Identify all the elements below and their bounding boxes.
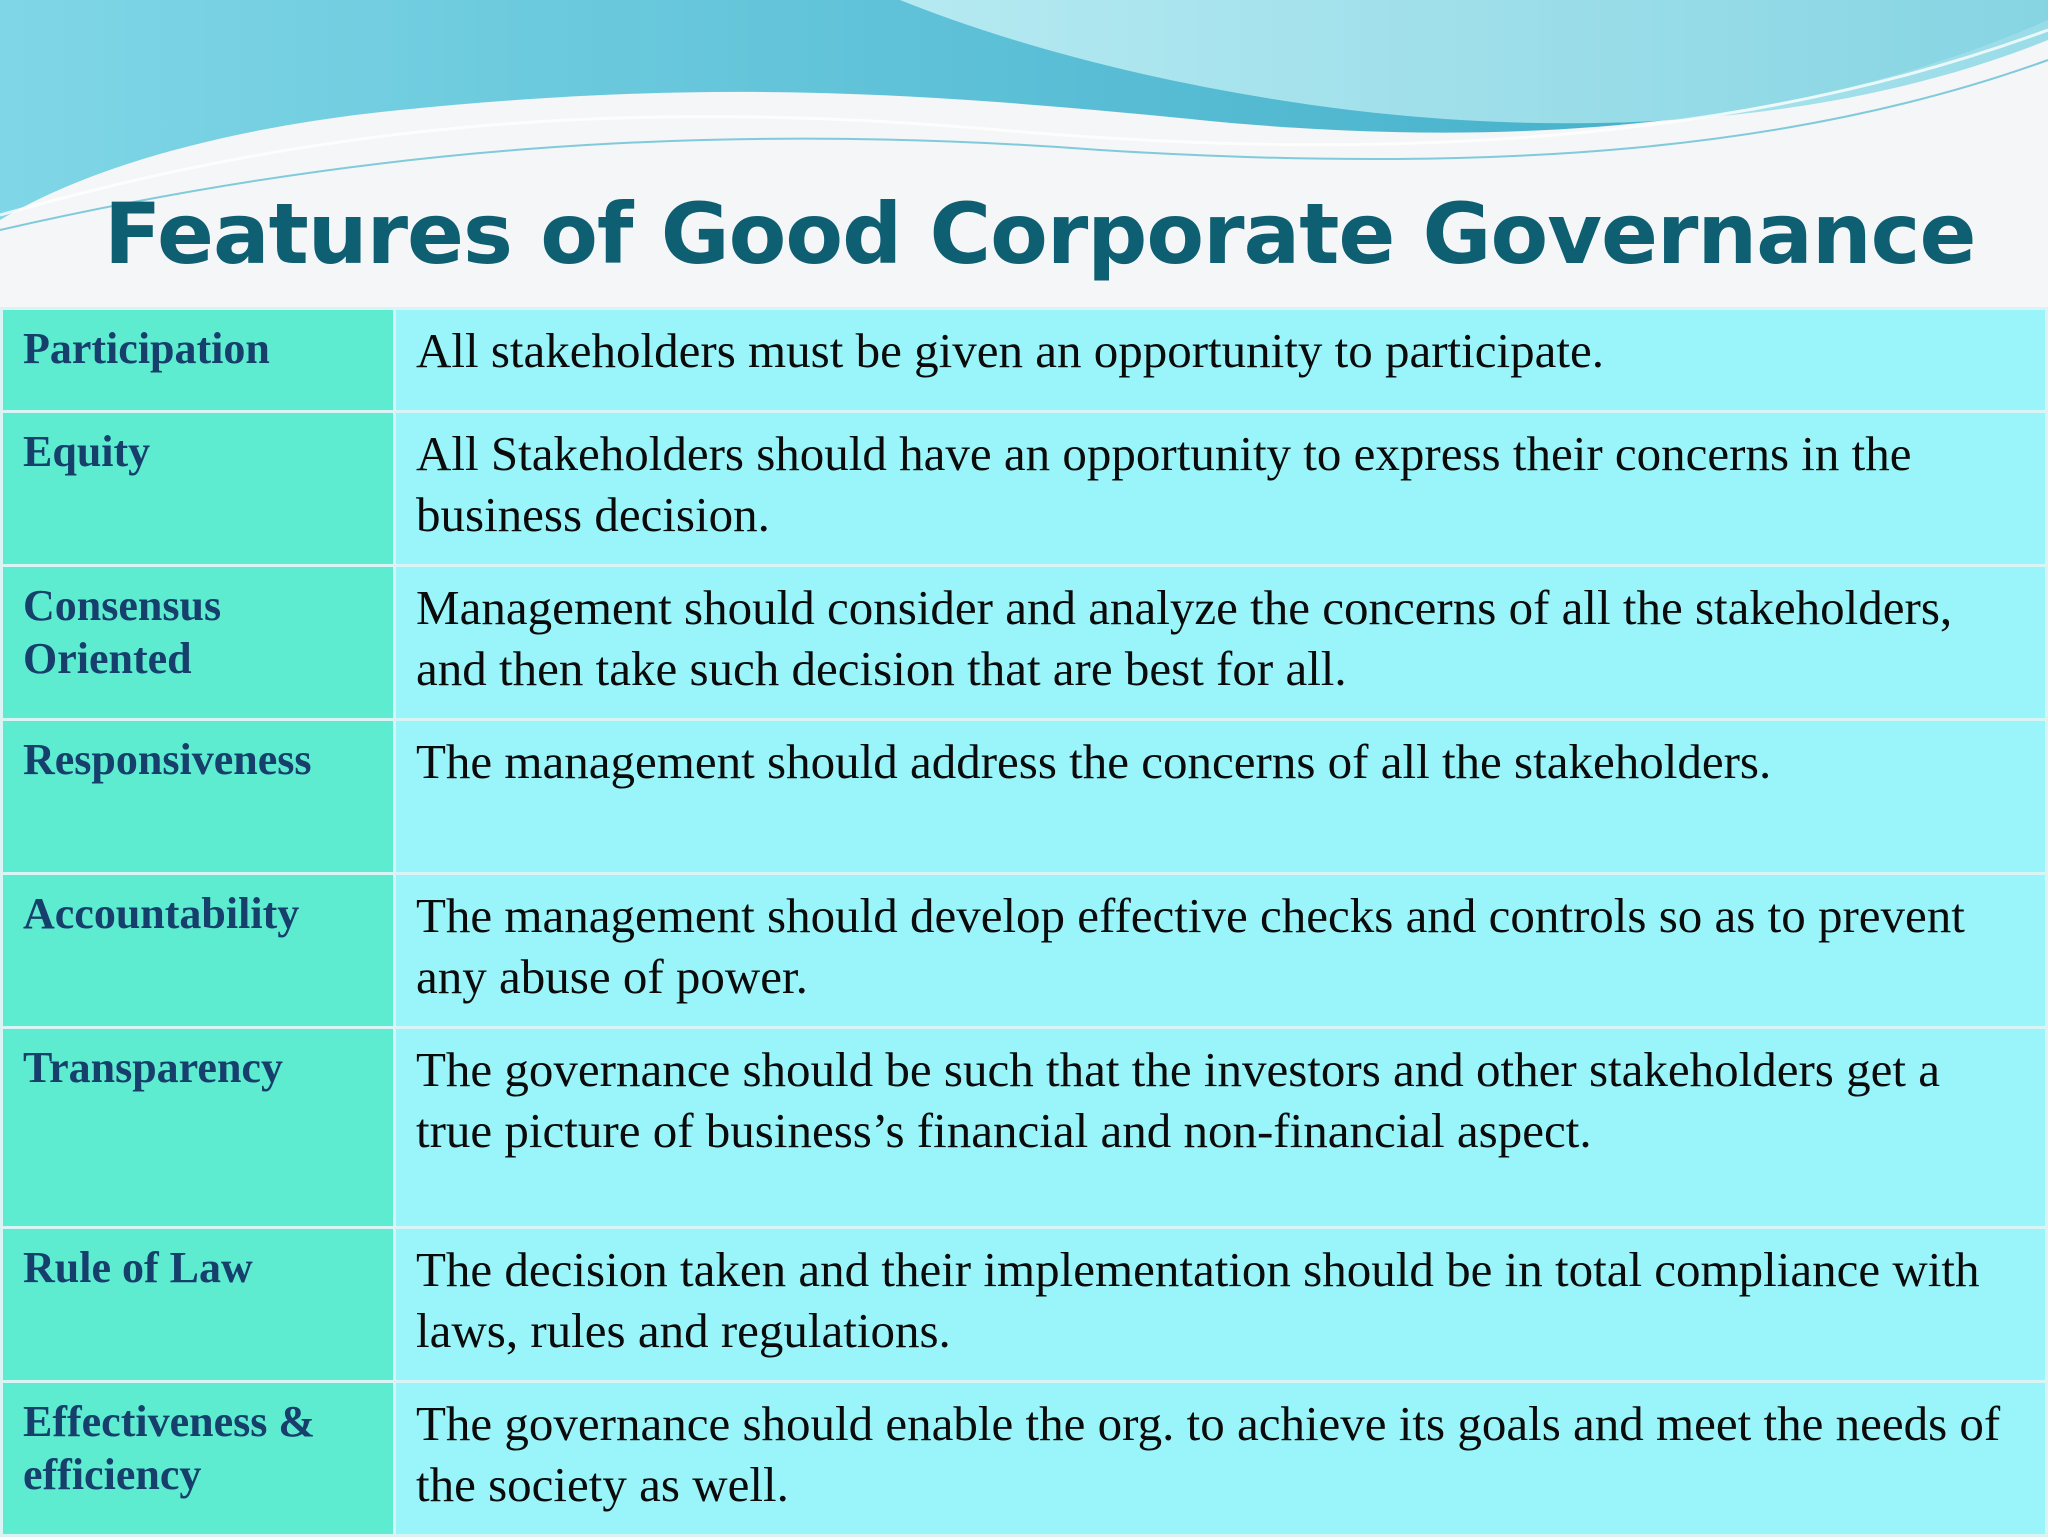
table-row — [2, 1028, 2047, 1228]
table-row — [2, 1382, 2047, 1536]
feature-term: Effectiveness & efficiency — [23, 1397, 316, 1499]
feature-term: Consensus Oriented — [23, 581, 222, 683]
term-cell — [2, 720, 395, 874]
feature-term: Transparency — [23, 1043, 283, 1092]
feature-term: Equity — [23, 427, 151, 476]
features-table — [0, 307, 2048, 1537]
description-cell — [395, 1028, 2047, 1228]
feature-description: The governance should be such that the investors and other stakeholders get a true picture of business’s financial and non-financial aspect. — [416, 1042, 1940, 1158]
description-cell — [395, 566, 2047, 720]
description-cell — [395, 874, 2047, 1028]
description-cell — [395, 309, 2047, 412]
table-row — [2, 874, 2047, 1028]
slide-title: Features of Good Corporate Governance — [104, 185, 1976, 283]
term-cell — [2, 1228, 395, 1382]
term-cell — [2, 874, 395, 1028]
description-cell — [395, 412, 2047, 566]
table-row — [2, 720, 2047, 874]
feature-term: Accountability — [23, 889, 300, 938]
feature-description: The decision taken and their implementation should be in total compliance with laws, rules and regulations. — [416, 1242, 1980, 1358]
feature-description: All stakeholders must be given an opportunity to participate. — [416, 323, 1604, 378]
feature-term: Rule of Law — [23, 1243, 253, 1292]
table-row — [2, 566, 2047, 720]
description-cell — [395, 1228, 2047, 1382]
feature-term: Participation — [23, 324, 270, 373]
feature-description: All Stakeholders should have an opportunity to express their concerns in the business decision. — [416, 426, 1912, 542]
feature-description: The management should develop effective checks and controls so as to prevent any abuse of power. — [416, 888, 1965, 1004]
term-cell — [2, 1382, 395, 1536]
feature-description: Management should consider and analyze the concerns of all the stakeholders, and then take such decision that are best for all. — [416, 580, 1953, 696]
feature-term: Responsiveness — [23, 735, 312, 784]
term-cell — [2, 1028, 395, 1228]
term-cell — [2, 309, 395, 412]
table-row — [2, 1228, 2047, 1382]
term-cell — [2, 412, 395, 566]
feature-description: The management should address the concerns of all the stakeholders. — [416, 734, 1772, 789]
description-cell — [395, 1382, 2047, 1536]
term-cell — [2, 566, 395, 720]
table-row — [2, 412, 2047, 566]
table-row — [2, 309, 2047, 412]
description-cell — [395, 720, 2047, 874]
feature-description: The governance should enable the org. to achieve its goals and meet the needs of the society as well. — [416, 1396, 2001, 1512]
